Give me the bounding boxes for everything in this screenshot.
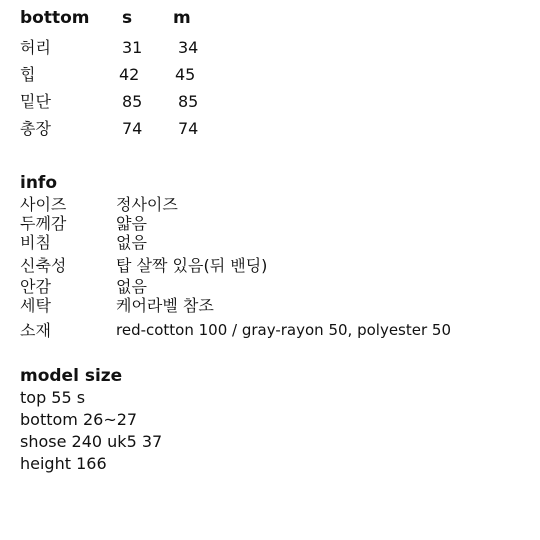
info-value: 정사이즈 <box>116 195 178 214</box>
model-size-line: bottom 26~27 <box>20 410 138 429</box>
size-table-header-label: bottom <box>20 8 90 28</box>
size-row-label: 힙 <box>20 65 36 84</box>
info-title: info <box>20 173 58 193</box>
info-key: 두께감 <box>20 214 67 233</box>
size-table-header-m: m <box>173 8 191 28</box>
size-row-m-value: 34 <box>178 38 199 57</box>
size-row-label: 총장 <box>20 119 51 138</box>
model-size-line: shose 240 uk5 37 <box>20 432 163 451</box>
size-table-header-s: s <box>122 8 133 28</box>
size-row-s-value: 31 <box>122 38 143 57</box>
info-key: 소재 <box>20 321 51 340</box>
info-value: 얇음 <box>116 214 147 233</box>
size-row-label: 허리 <box>20 38 51 57</box>
info-key: 세탁 <box>20 296 51 315</box>
info-value: 없음 <box>116 233 147 252</box>
info-value: 없음 <box>116 277 147 296</box>
info-value: 케어라벨 참조 <box>116 296 214 315</box>
info-key: 사이즈 <box>20 195 67 214</box>
info-key: 신축성 <box>20 256 67 275</box>
size-row-s-value: 42 <box>119 65 140 84</box>
info-value: red-cotton 100 / gray-rayon 50, polyester 50 <box>116 321 451 339</box>
info-key: 비침 <box>20 233 51 252</box>
info-key: 안감 <box>20 277 51 296</box>
info-value: 탑 살짝 있음(뒤 밴딩) <box>116 256 268 275</box>
size-row-m-value: 74 <box>178 119 199 138</box>
model-size-line: top 55 s <box>20 388 86 407</box>
size-row-s-value: 74 <box>122 119 143 138</box>
size-row-m-value: 85 <box>178 92 199 111</box>
size-row-label: 밑단 <box>20 92 51 111</box>
model-size-title: model size <box>20 366 123 386</box>
size-row-m-value: 45 <box>175 65 196 84</box>
model-size-line: height 166 <box>20 454 107 473</box>
size-row-s-value: 85 <box>122 92 143 111</box>
